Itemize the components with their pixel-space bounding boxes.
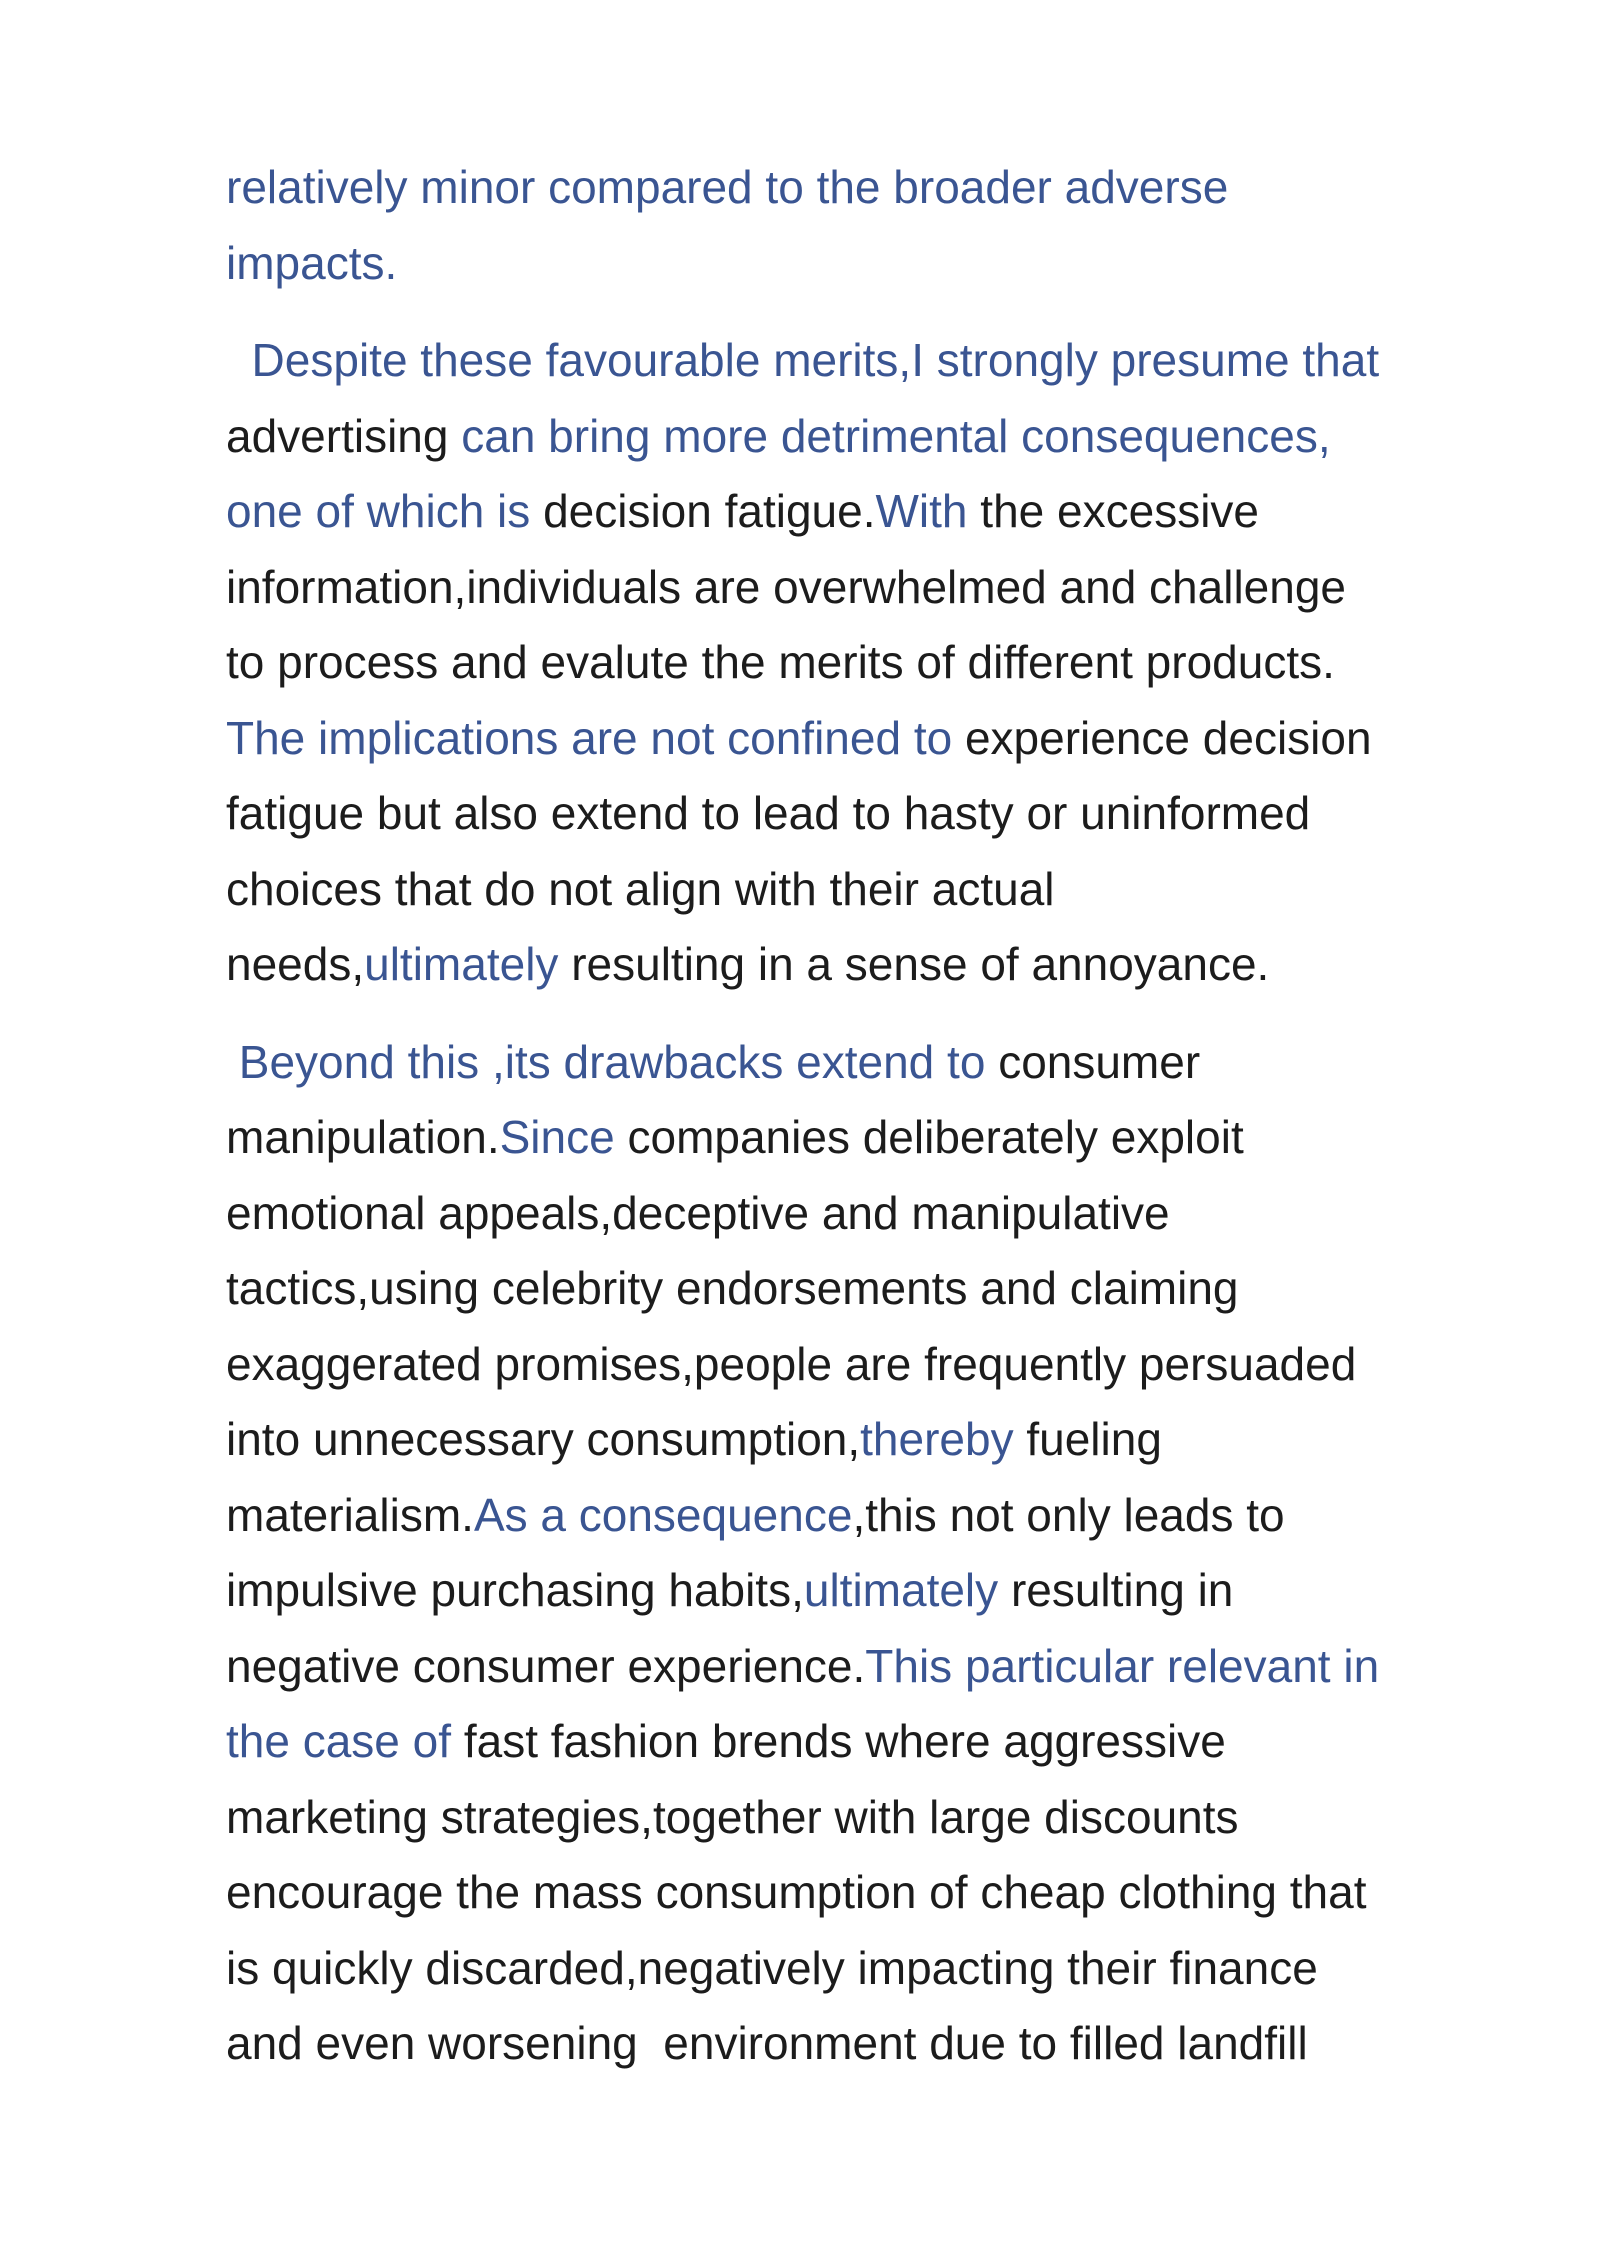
highlighted-phrase: the case of	[226, 1715, 464, 1767]
text-line	[226, 1025, 1526, 1101]
highlighted-phrase: This particular relevant in	[865, 1639, 1380, 1692]
text-run: materialism.	[226, 1488, 474, 1541]
text-run: fueling	[1026, 1413, 1162, 1465]
text-line	[226, 1704, 1526, 1780]
paragraph-gap	[226, 1003, 1526, 1025]
text-run: exaggerated promises,people are frequently persuaded	[226, 1337, 1357, 1390]
highlighted-phrase: ultimately	[364, 938, 572, 990]
text-run: tactics,using celebrity endorsements and claiming	[226, 1262, 1239, 1314]
paragraph	[226, 1025, 1526, 2082]
text-run: encourage the mass consumption of cheap clothing that	[226, 1866, 1367, 1918]
text-run: resulting in a sense of annoyance.	[571, 938, 1270, 990]
text-line	[226, 150, 1526, 226]
essay-body	[226, 150, 1526, 2082]
text-run: is quickly discarded,negatively impacting their finance	[226, 1941, 1318, 1994]
text-line	[226, 927, 1526, 1003]
text-run: fatigue but also extend to lead to hasty or uninformed	[226, 787, 1311, 839]
text-run: fast fashion brends where aggressive	[463, 1715, 1226, 1767]
paragraph	[226, 323, 1526, 1003]
text-run: advertising	[226, 409, 462, 462]
text-run: consumer	[998, 1035, 1201, 1088]
text-run: experience decision	[964, 711, 1372, 764]
text-line	[226, 1553, 1526, 1629]
text-run: emotional appeals,deceptive and manipulative	[226, 1186, 1170, 1239]
text-line	[226, 1780, 1526, 1856]
text-line	[226, 2006, 1526, 2082]
highlighted-phrase: thereby	[860, 1413, 1027, 1465]
highlighted-phrase: can bring more detrimental consequences,	[461, 409, 1331, 462]
highlighted-phrase: As a consequence	[473, 1488, 853, 1541]
highlighted-phrase: With	[875, 485, 981, 537]
text-run: needs,	[226, 938, 365, 990]
text-line	[226, 852, 1526, 928]
text-run: impulsive purchasing habits,	[226, 1564, 804, 1616]
text-line	[226, 323, 1526, 399]
text-line	[226, 1327, 1526, 1403]
text-run: decision fatigue.	[543, 485, 876, 537]
text-line	[226, 399, 1526, 475]
text-line	[226, 701, 1526, 777]
text-line	[226, 226, 1526, 302]
text-line	[226, 1855, 1526, 1931]
text-line	[226, 1402, 1526, 1478]
text-run: and even worsening environment due to filled landfill	[226, 2017, 1308, 2069]
highlighted-phrase: impacts.	[226, 236, 398, 289]
text-line	[226, 776, 1526, 852]
text-line	[226, 1629, 1526, 1705]
text-line	[226, 550, 1526, 626]
text-run: resulting in	[1010, 1564, 1234, 1616]
highlighted-phrase: The implications are not confined to	[226, 711, 965, 764]
highlighted-phrase: relatively minor compared to the broader adverse	[226, 161, 1229, 213]
text-run: into unnecessary consumption,	[226, 1413, 861, 1465]
highlighted-phrase: Despite these favourable merits,I strongly presume that	[226, 334, 1380, 386]
text-line	[226, 1100, 1526, 1176]
text-run: companies deliberately exploit	[627, 1111, 1244, 1163]
text-line	[226, 1251, 1526, 1327]
paragraph	[226, 150, 1526, 301]
text-line	[226, 1478, 1526, 1554]
text-line	[226, 1176, 1526, 1252]
text-line	[226, 625, 1526, 701]
text-run: choices that do not align with their actual	[226, 862, 1055, 915]
text-run: negative consumer experience.	[226, 1639, 866, 1692]
text-line	[226, 474, 1526, 550]
text-run: information,individuals are overwhelmed and challenge	[226, 560, 1346, 613]
highlighted-phrase: Beyond this ,its drawbacks extend to	[226, 1035, 999, 1088]
text-run: to process and evalute the merits of different products.	[226, 636, 1335, 688]
text-run: marketing strategies,together with large discounts	[226, 1790, 1239, 1843]
text-run: ,this not only leads to	[852, 1488, 1285, 1541]
text-run: the excessive	[980, 485, 1259, 537]
paragraph-gap	[226, 301, 1526, 323]
highlighted-phrase: ultimately	[803, 1564, 1011, 1616]
text-line	[226, 1931, 1526, 2007]
text-run: manipulation.	[226, 1111, 500, 1163]
highlighted-phrase: Since	[499, 1111, 628, 1163]
highlighted-phrase: one of which is	[226, 485, 544, 537]
